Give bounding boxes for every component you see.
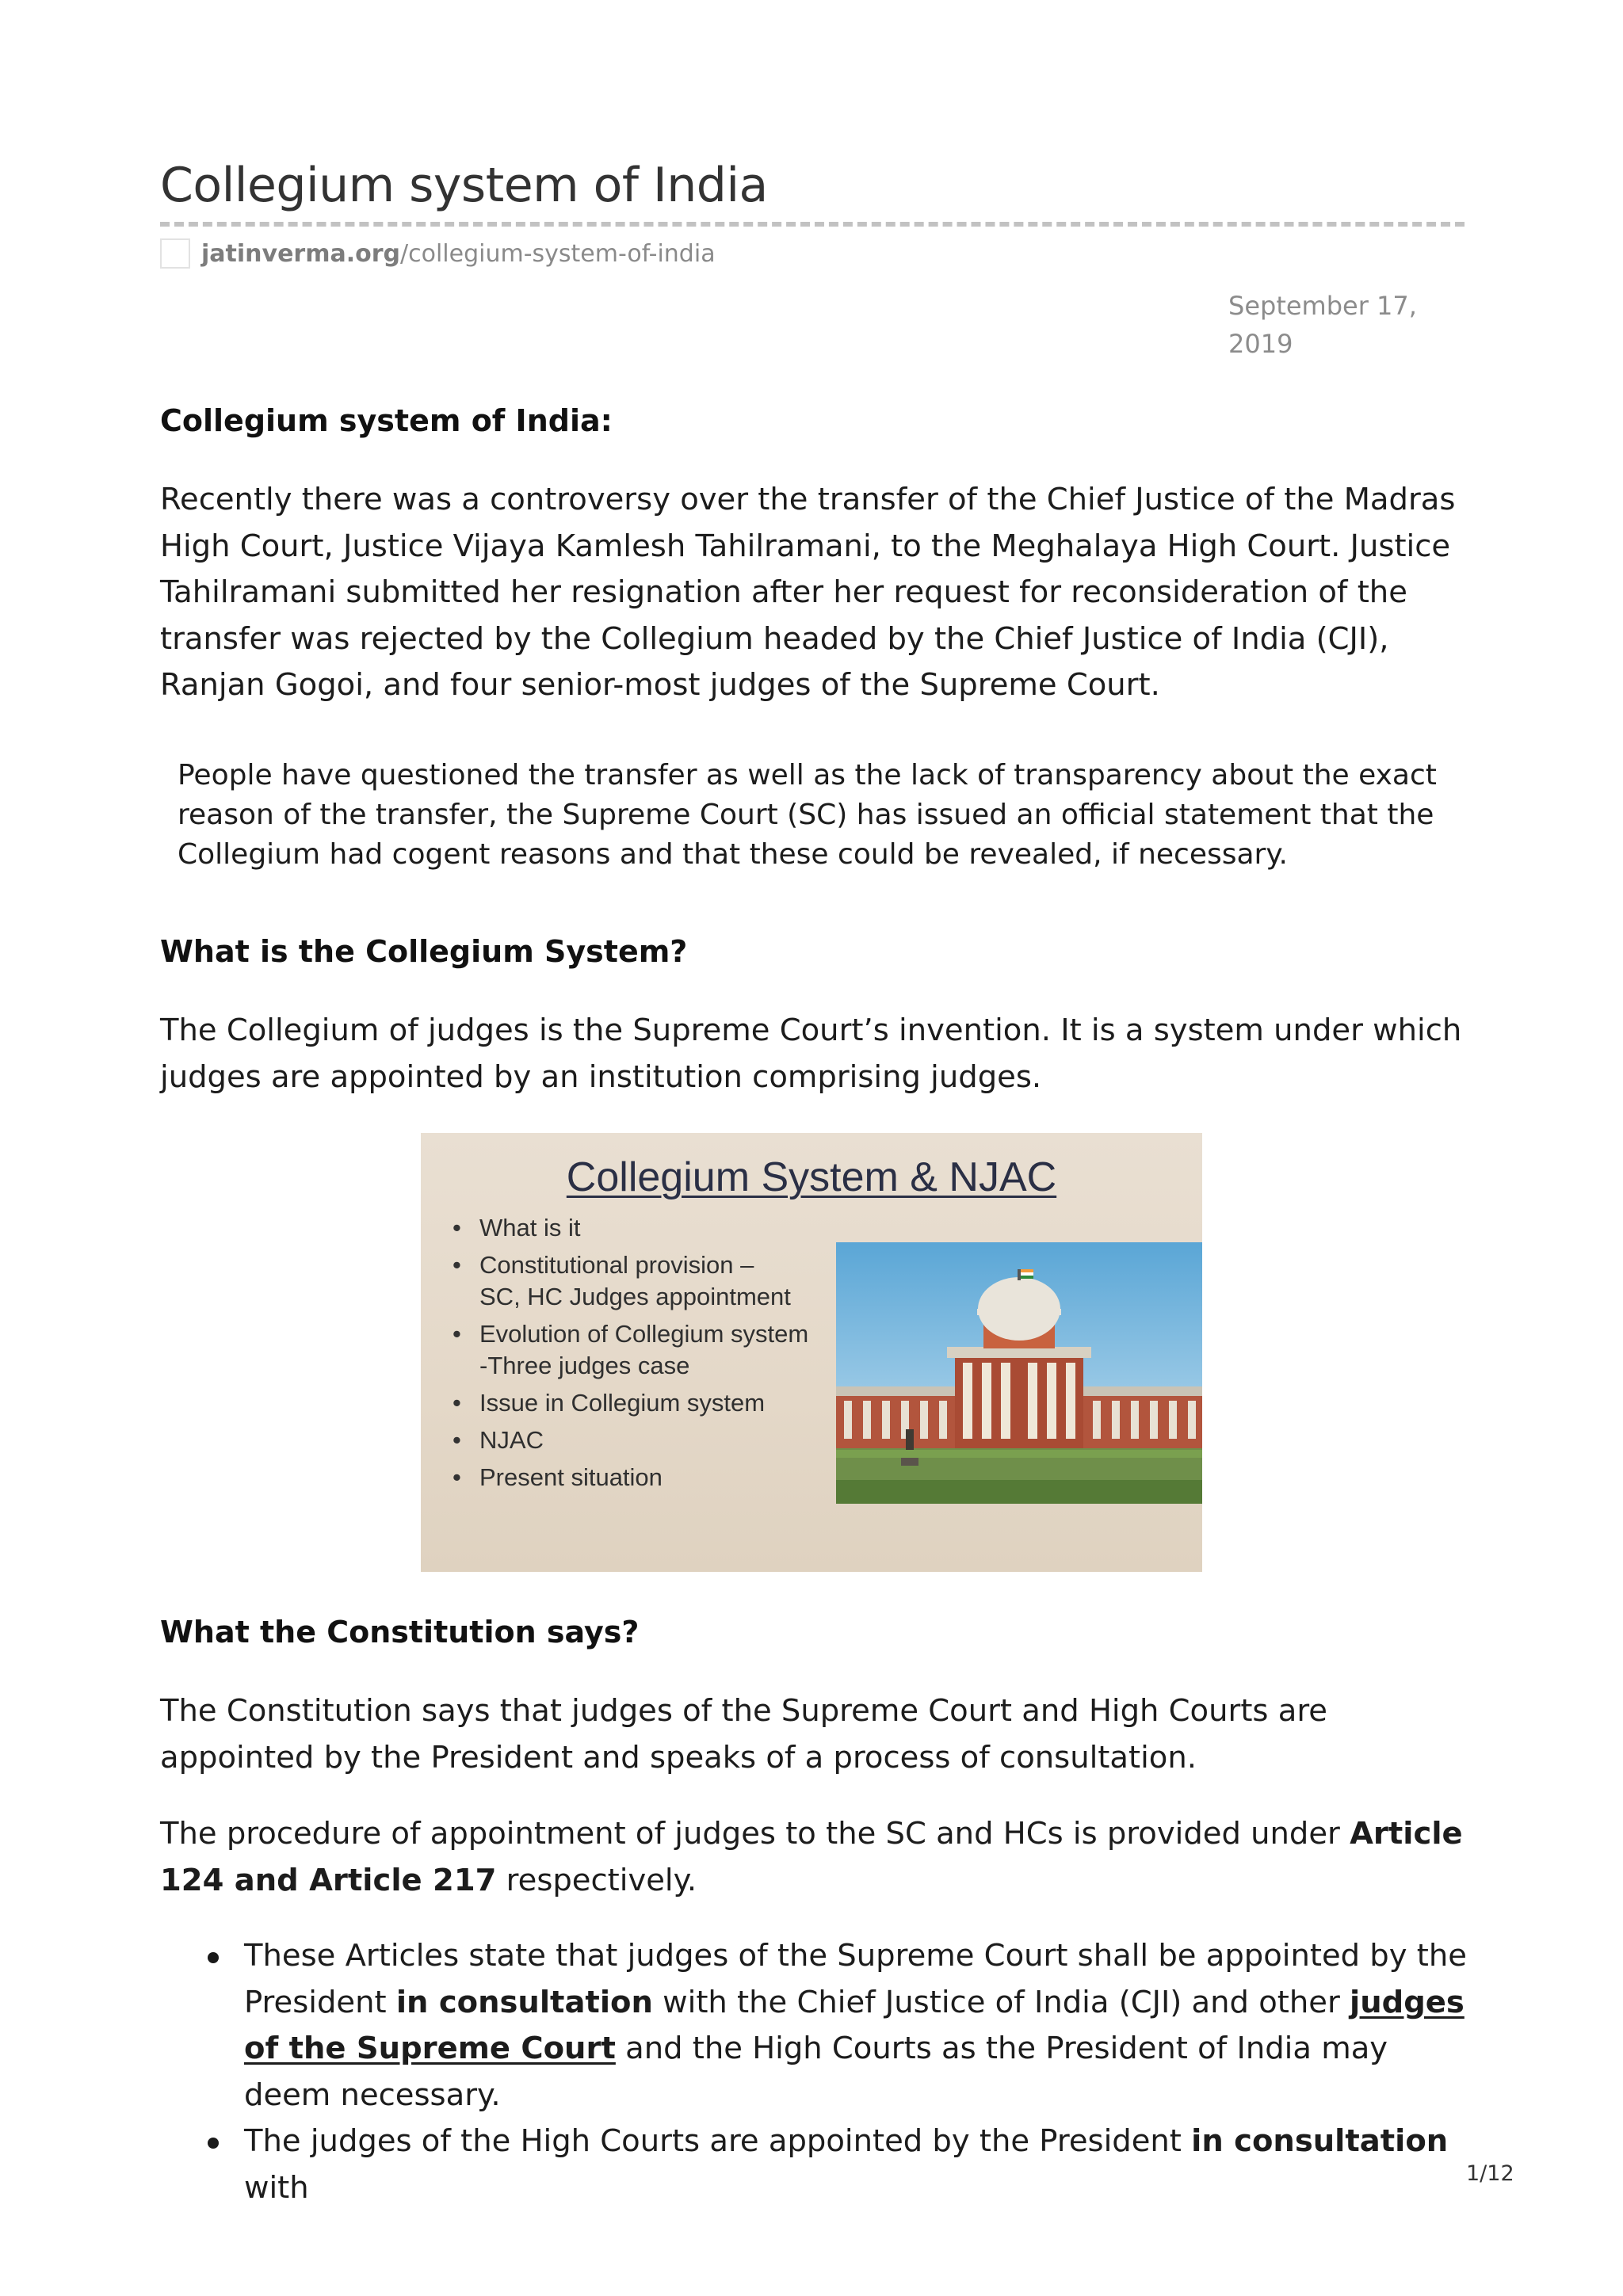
publish-date	[1228, 287, 1434, 363]
article-reference: Article 124 and Article 217	[160, 1816, 1463, 1898]
source-domain: jatinverma.org	[201, 239, 400, 268]
what-paragraph: The Collegium of judges is the Supreme Court’s invention. It is a system under which judges are appointed by an institution comprising judges.	[160, 1013, 1462, 1095]
blockquote: People have questioned the transfer as well as the lack of transparency about the exact reason of the transfer, the Supreme Court (SC) has issued an official statement that the Collegium had cogent reasons and that these could be revealed, if necessary.	[178, 759, 1437, 871]
figure-list	[453, 1212, 808, 1499]
collegium-figure	[421, 1133, 1202, 1572]
constitution-bullets	[160, 1933, 1468, 2211]
list-item: The judges of the High Courts are appointed by the President in consultation with	[160, 2119, 1468, 2211]
heading-constitution: What the Constitution says?	[160, 1615, 640, 1650]
figure-item: • Issue in Collegium system	[453, 1387, 808, 1419]
source-link[interactable]	[160, 236, 716, 271]
page-title: Collegium system of India	[160, 158, 768, 213]
constitution-paragraph: The Constitution says that judges of the Supreme Court and High Courts are appointed by the President and speaks of a process of consultation.	[160, 1693, 1327, 1775]
heading-intro: Collegium system of India:	[160, 403, 613, 438]
figure-item: • What is it	[453, 1212, 808, 1244]
date-line-1: September 17,	[1228, 291, 1417, 321]
page-number: 1/12	[1466, 2161, 1514, 2186]
source-path: /collegium-system-of-india	[400, 239, 716, 268]
figure-item: • Evolution of Collegium system -Three judges case	[453, 1318, 808, 1382]
judges-link[interactable]: judges of the Supreme Court	[244, 1984, 1465, 2066]
list-item: These Articles state that judges of the Supreme Court shall be appointed by the President in consultation with the Chief Justice of India (CJI) and other judges of the Supreme Court and the High Courts as the President of India may deem necessary.	[160, 1933, 1468, 2119]
intro-paragraph: Recently there was a controversy over the transfer of the Chief Justice of the Madras High Court, Justice Vijaya Kamlesh Tahilramani, to the Meghalaya High Court. Justice Tahilramani submitted her resignation after her request for reconsideration of the transfer was rejected by the Collegium headed by the Chief Justice of India (CJI), Ranjan Gogoi, and four senior-most judges of the Supreme Court.	[160, 482, 1456, 703]
procedure-paragraph: The procedure of appointment of judges to the SC and HCs is provided under Article 124 and Article 217 respectively.	[160, 1816, 1463, 1898]
figure-item: • NJAC	[453, 1425, 808, 1456]
figure-item: • Present situation	[453, 1462, 808, 1493]
supreme-court-photo	[836, 1242, 1202, 1504]
heading-what-is: What is the Collegium System?	[160, 934, 688, 969]
title-divider	[160, 222, 1465, 227]
figure-item: • Constitutional provision – SC, HC Judges appointment	[453, 1249, 808, 1313]
figure-title: Collegium System & NJAC	[566, 1154, 1057, 1200]
date-line-2: 2019	[1228, 329, 1293, 359]
favicon-icon	[160, 238, 190, 269]
